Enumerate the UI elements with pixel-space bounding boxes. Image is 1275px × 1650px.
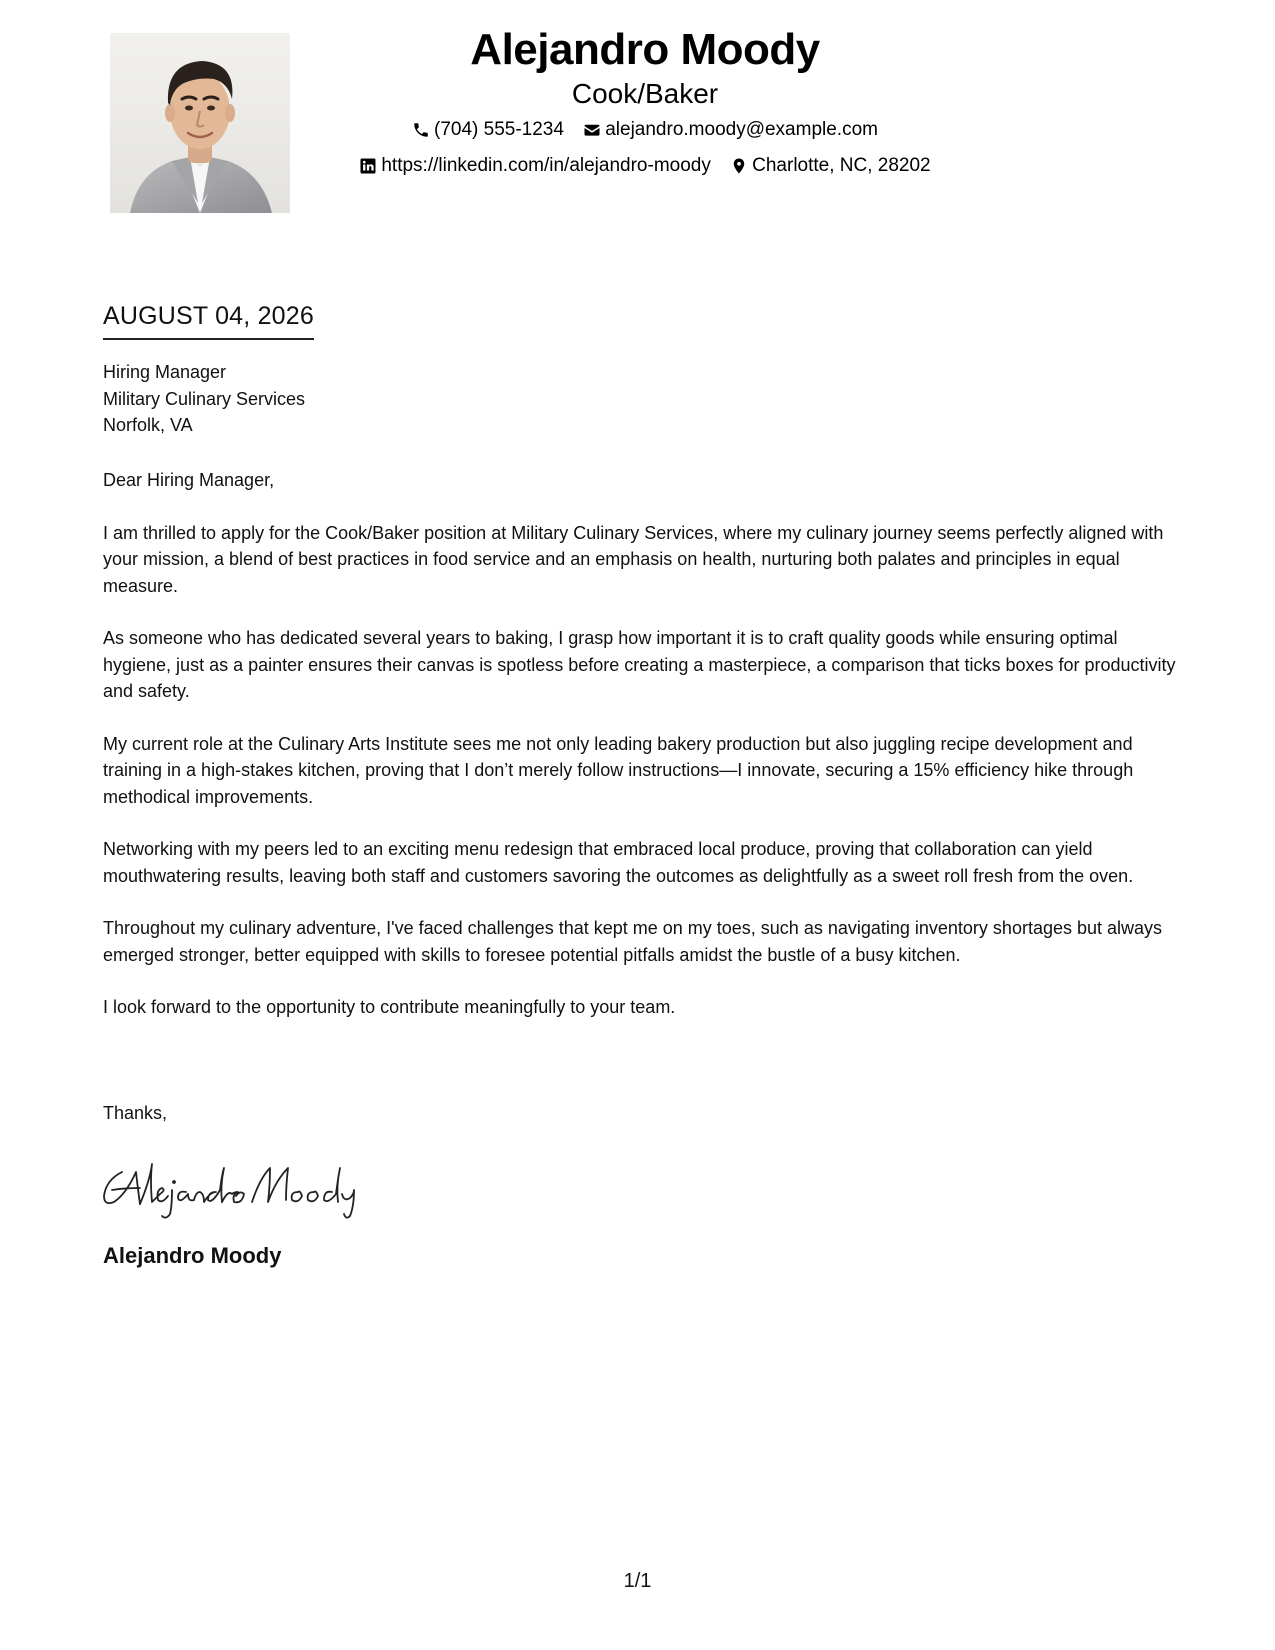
email-text: alejandro.moody@example.com: [605, 119, 878, 140]
job-title: Cook/Baker: [571, 78, 719, 109]
paragraph-5: Throughout my culinary adventure, I've faced challenges that kept me on my toes, such as navigating inventory shortages but always emerged stronger, better equipped with skills to foresee potential pitfalls amidst the bustle of a busy kitchen.: [103, 918, 1163, 965]
signer-name: Alejandro Moody: [103, 1243, 282, 1268]
recipient-location: Norfolk, VA: [103, 415, 193, 435]
envelope-icon: [583, 121, 601, 139]
paragraph-1: I am thrilled to apply for the Cook/Baker position at Military Culinary Services, where my culinary journey seems perfectly aligned with your mission, a blend of best practices in food service and an emphasis on health, nurturing both palates and principles in equal measure.: [103, 522, 1164, 596]
map-pin-icon: [730, 157, 748, 175]
contact-phone[interactable]: [412, 118, 564, 142]
recipient-company: Military Culinary Services: [103, 388, 306, 409]
recipient-title: Hiring Manager: [103, 362, 227, 382]
linkedin-icon: [359, 157, 377, 175]
closing: Thanks,: [103, 1103, 168, 1123]
linkedin-text: https://linkedin.com/in/alejandro-moody: [381, 155, 711, 176]
phone-icon: [412, 121, 430, 139]
location-text: Charlotte, NC, 28202: [752, 155, 931, 176]
contact-email[interactable]: [583, 118, 878, 142]
paragraph-3: My current role at the Culinary Arts Institute sees me not only leading bakery production but also juggling recipe development and training in a high-stakes kitchen, proving that I don’t merely follow instructions—I innovate, securing a 15% efficiency hike through methodical improvements.: [103, 733, 1134, 807]
letter-body: [103, 467, 1183, 1047]
page-number: 1/1: [623, 1570, 652, 1592]
contact-location: [730, 154, 931, 178]
contact-linkedin[interactable]: [359, 154, 711, 178]
paragraph-2: As someone who has dedicated several years to baking, I grasp how important it is to craft quality goods while ensuring optimal hygiene, just as a painter ensures their canvas is spotless before creating a masterpiece, a comparison that ticks boxes for productivity and safety.: [103, 628, 1176, 701]
resume-header: [330, 22, 960, 182]
paragraph-6: I look forward to the opportunity to contribute meaningfully to your team.: [103, 997, 676, 1017]
contact-row-2: [330, 154, 960, 182]
salutation: Dear Hiring Manager,: [103, 470, 275, 490]
portrait-image: [110, 33, 290, 213]
letter-date: AUGUST 04, 2026: [103, 300, 314, 340]
recipient-block: [103, 359, 305, 439]
contact-row-1: [330, 118, 960, 146]
paragraph-4: Networking with my peers led to an exciting menu redesign that embraced local produce, proving that collaboration can yield mouthwatering results, leaving both staff and customers savoring the outcomes as delightfully as a sweet roll fresh from the oven.: [103, 839, 1134, 886]
applicant-name: Alejandro Moody: [470, 25, 820, 74]
handwritten-signature: [100, 1150, 380, 1220]
phone-text: (704) 555-1234: [434, 119, 564, 140]
profile-photo: [110, 33, 290, 213]
